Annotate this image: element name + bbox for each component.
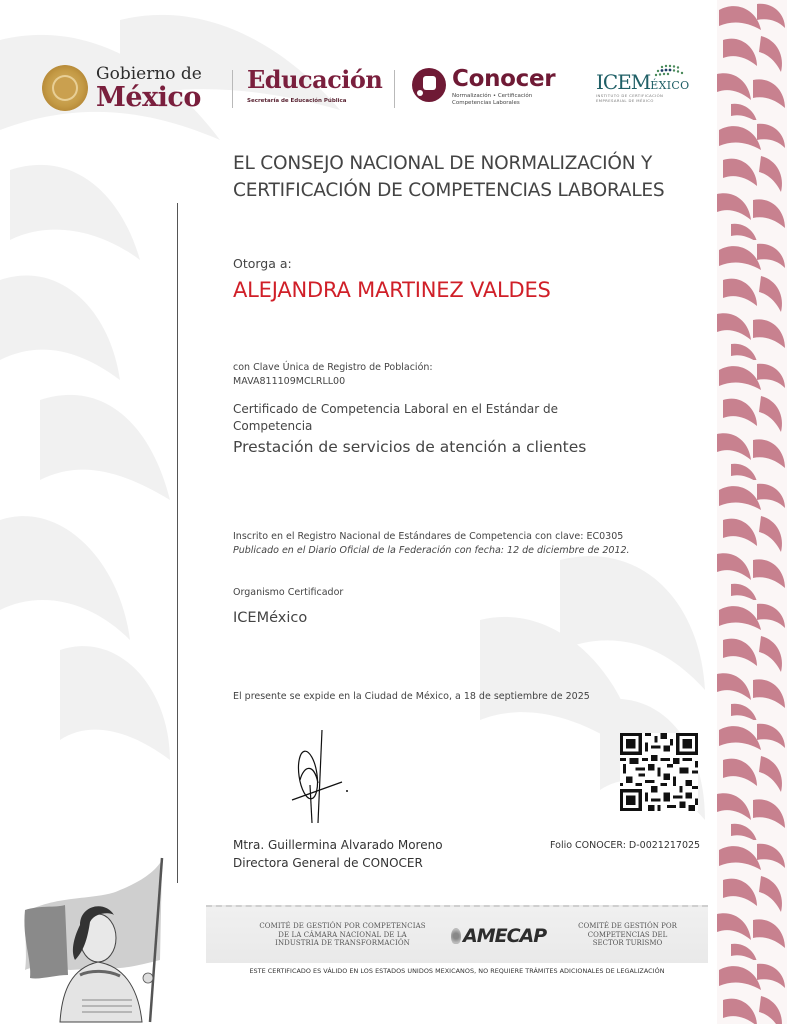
gobierno-de-mexico-logo [42,62,222,114]
folio-number: Folio CONOCER: D-0021217025 [550,840,701,851]
icem-title-suffix: ÉXICO [650,79,690,92]
certifying-body: ICEMéxico [233,610,308,626]
committee-right-line-3: SECTOR TURISMO [592,939,663,947]
publication-text: Publicado en el Diario Oficial de la Federación con fecha: 12 de diciembre de 2012. [233,545,630,556]
conocer-title: Conocer [452,66,556,92]
floral-pattern-icon [717,0,787,1024]
conocer-subtitle-2: Competencias Laborales [452,100,520,107]
heroine-flag-illustration [10,850,170,1024]
gobierno-label: Gobierno de [96,63,202,84]
committee-left [240,922,445,948]
educacion-logo [247,65,383,104]
logo-divider [232,70,233,108]
mexico-label: México [96,81,201,113]
recipient-name: ALEJANDRA MARTINEZ VALDES [233,278,551,302]
committee-right-line-1: COMITÉ DE GESTIÓN POR [578,922,677,930]
certifying-body-label: Organismo Certificador [233,587,344,598]
qr-code[interactable] [620,733,698,811]
national-seal-icon [42,65,88,111]
icem-subtitle-2: EMPRESARIAL DE MÉXICO [596,97,654,103]
committee-left-line-1: COMITÉ DE GESTIÓN POR COMPETENCIAS [259,922,426,930]
committee-right [565,922,690,948]
educacion-title: Educación [247,65,383,94]
issued-text: El presente se expide en la Ciudad de México, a 18 de septiembre de 2025 [233,691,590,702]
grant-label: Otorga a: [233,256,292,271]
icem-dots-icon [652,64,684,78]
committee-left-line-2: DE LA CÁMARA NACIONAL DE LA [278,930,407,939]
validity-note: ESTE CERTIFICADO ES VÁLIDO EN LOS ESTADOS UNIDOS MEXICANOS, NO REQUIERE TRÁMITES ADICIONALES DE LEGALIZACIÓN [249,967,665,975]
vertical-divider [177,203,178,883]
conocer-logo [412,68,555,107]
certificate-type: Certificado de Competencia Laboral en el Estándar de Competencia [233,402,559,433]
committee-left-line-3: INDUSTRIA DE TRANSFORMACIÓN [275,939,410,947]
logo-divider [394,70,395,108]
decorative-border-strip [717,0,787,1024]
curp-value: MAVA811109MCLRLL00 [233,376,346,387]
icem-subtitle-1: INSTITUTO DE CERTIFICACIÓN [596,93,664,98]
icem-title: ICEM [596,70,651,94]
educacion-subtitle: Secretaría de Educación Pública [247,98,347,104]
amecap-logo [451,925,546,947]
conocer-mark-icon [412,68,446,102]
signature-icon [290,725,360,825]
conocer-subtitle-1: Normalización • Certificación [452,93,533,99]
standard-name: Prestación de servicios de atención a clientes [233,438,587,456]
issuer-heading: EL CONSEJO NACIONAL DE NORMALIZACIÓN Y CERTIFICACIÓN DE COMPETENCIAS LABORALES [233,153,665,201]
signer-title: Directora General de CONOCER [233,856,423,870]
amecap-globe-icon [451,928,461,944]
icem-logo [596,66,688,104]
curp-label: con Clave Única de Registro de Población: [233,362,433,373]
registry-text: Inscrito en el Registro Nacional de Estándares de Competencia con clave: EC0305 [233,531,624,542]
signer-name: Mtra. Guillermina Alvarado Moreno [233,838,443,852]
amecap-label: AMECAP [463,925,547,947]
committee-right-line-2: COMPETENCIAS DEL [587,930,668,939]
